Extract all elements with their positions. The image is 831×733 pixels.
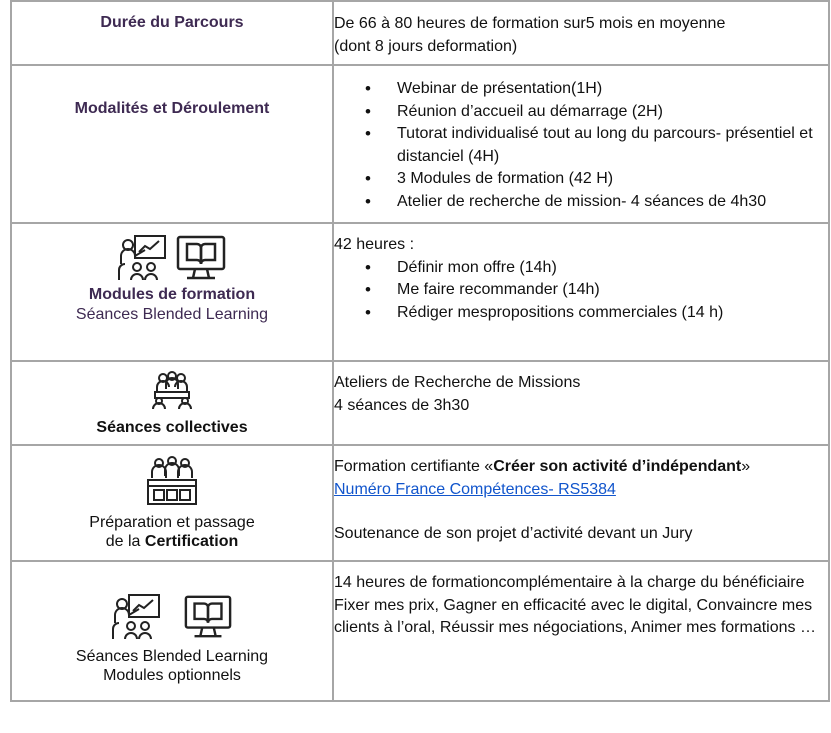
modules-list	[334, 257, 828, 325]
certification-title-bold: Certification	[144, 533, 239, 550]
optionnels-title-line1: Séances Blended Learning	[75, 648, 269, 665]
row-modalites	[11, 65, 829, 223]
certification-soutenance: Soutenance de son projet d’activité devant un Jury	[334, 525, 693, 542]
optionnels-label-cell	[11, 561, 333, 701]
modalites-label: Modalités et Déroulement	[74, 100, 270, 117]
list-item: • Réunion d’accueil au démarrage (2H)	[334, 101, 828, 124]
presentation-teacher-icon	[111, 592, 163, 642]
france-competences-link[interactable]: Numéro France Compétences- RS5384	[334, 480, 616, 498]
certification-title-prefix: de la	[105, 533, 145, 550]
certification-text-suffix: »	[741, 458, 751, 475]
certification-content-cell	[333, 445, 829, 561]
certification-label-cell	[11, 445, 333, 561]
list-item: • Me faire recommander (14h)	[334, 279, 828, 302]
monitor-book-icon	[175, 234, 227, 282]
modules-label-cell	[11, 223, 333, 361]
presentation-teacher-icon	[117, 234, 169, 282]
modalites-label-cell	[11, 65, 333, 223]
modalites-content-cell	[333, 65, 829, 223]
certification-text-prefix: Formation certifiante «	[334, 458, 494, 475]
monitor-book-icon	[183, 592, 233, 642]
list-item: • Tutorat individualisé tout au long du parcours- présentiel et distanciel (4H)	[334, 123, 828, 168]
duree-line2: (dont 8 jours deformation)	[334, 37, 518, 55]
row-modules	[11, 223, 829, 361]
collectives-content-cell	[333, 361, 829, 445]
modules-intro: 42 heures :	[334, 236, 415, 253]
certification-title-line2	[12, 533, 332, 551]
collectives-line2: 4 séances de 3h30	[334, 396, 470, 414]
certification-text	[334, 456, 828, 479]
list-item: • 3 Modules de formation (42 H)	[334, 168, 828, 191]
modules-content-cell	[333, 223, 829, 361]
optionnels-para1: 14 heures de formationcomplémentaire à la charge du bénéficiaire	[334, 574, 805, 591]
optionnels-para2: Fixer mes prix, Gagner en efficacité avec le digital, Convaincre mes clients à l’oral, Réussir mes négociations, Animer mes formations …	[334, 596, 816, 636]
certification-text-bold: Créer son activité d’indépendant	[493, 458, 742, 475]
collectives-title: Séances collectives	[96, 419, 248, 436]
duree-line1: De 66 à 80 heures de formation sur5 mois en moyenne	[334, 15, 726, 32]
collectives-line1: Ateliers de Recherche de Missions	[334, 374, 581, 391]
certification-title-line1: Préparation et passage	[89, 514, 255, 531]
jury-panel-icon	[145, 456, 199, 506]
optionnels-title-line2: Modules optionnels	[103, 667, 241, 684]
formation-table	[10, 0, 830, 702]
modules-title: Modules de formation	[88, 286, 256, 303]
modalites-list	[334, 66, 828, 213]
collectives-label-cell	[11, 361, 333, 445]
row-duree	[11, 1, 829, 65]
optionnels-content-cell	[333, 561, 829, 701]
duree-content-cell	[333, 1, 829, 65]
duree-label-cell	[11, 1, 333, 65]
row-certification	[11, 445, 829, 561]
modules-icons	[12, 224, 332, 282]
modules-subtitle: Séances Blended Learning	[75, 306, 269, 323]
group-meeting-icon	[151, 370, 193, 410]
row-collectives	[11, 361, 829, 445]
list-item: • Atelier de recherche de mission- 4 séances de 4h30	[334, 191, 828, 214]
duree-label: Durée du Parcours	[100, 14, 244, 31]
list-item: • Définir mon offre (14h)	[334, 257, 828, 280]
list-item: • Rédiger mespropositions commerciales (14 h)	[334, 302, 828, 325]
optionnels-icons	[12, 562, 332, 642]
row-optionnels	[11, 561, 829, 701]
list-item: • Webinar de présentation(1H)	[334, 78, 828, 101]
